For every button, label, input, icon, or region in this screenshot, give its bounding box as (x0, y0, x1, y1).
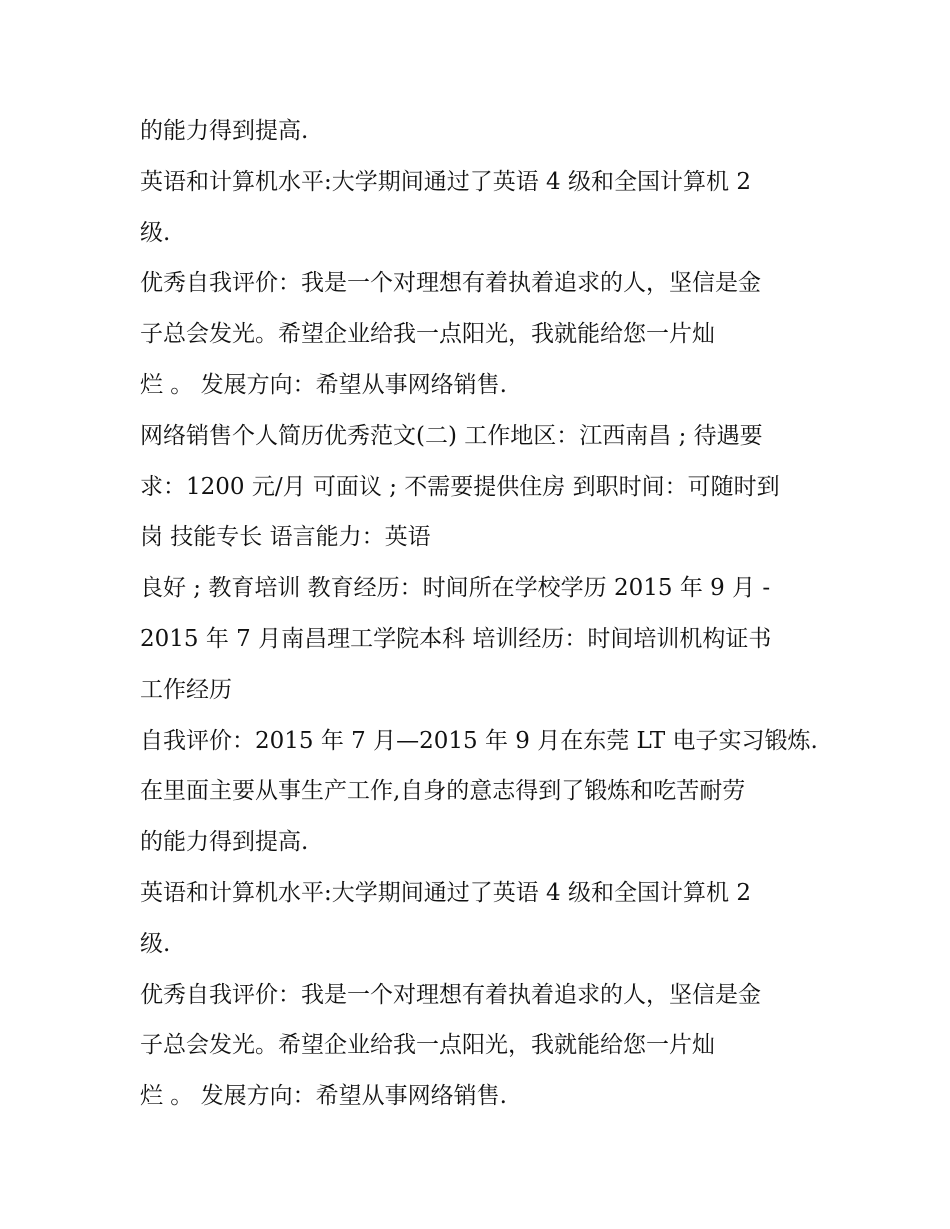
text-line: 良好 ; 教育培训 教育经历：时间所在学校学历 2015 年 9 月 - (140, 575, 771, 602)
text-line: 英语和计算机水平:大学期间通过了英语 4 级和全国计算机 2 (140, 168, 751, 195)
text-line: 工作经历 (140, 676, 232, 703)
resume-text-block (140, 106, 840, 1122)
text-line: 求：1200 元/月 可面议 ; 不需要提供住房 到职时间：可随时到 (140, 473, 780, 500)
text-line: 的能力得到提高. (140, 118, 309, 144)
text-line: 岗 技能专长 语言能力：英语 (140, 524, 431, 551)
text-line: 子总会发光。希望企业给我一点阳光，我就能给您一片灿 (140, 1032, 715, 1059)
text-line: 在里面主要从事生产工作,自身的意志得到了锻炼和吃苦耐劳 (140, 778, 746, 805)
text-line: 自我评价：2015 年 7 月—2015 年 9 月在东莞 LT 电子实习锻炼. (140, 727, 818, 754)
text-line: 英语和计算机水平:大学期间通过了英语 4 级和全国计算机 2 (140, 879, 751, 906)
text-line: 级. (140, 219, 171, 246)
text-line: 的能力得到提高. (140, 829, 309, 856)
text-line: 优秀自我评价：我是一个对理想有着执着追求的人，坚信是金 (140, 270, 761, 297)
text-line: 烂 。 发展方向：希望从事网络销售. (140, 371, 507, 398)
text-line: 网络销售个人简历优秀范文(二) 工作地区：江西南昌 ; 待遇要 (140, 422, 763, 449)
text-line: 2015 年 7 月南昌理工学院本科 培训经历：时间培训机构证书 (140, 625, 772, 652)
text-line: 烂 。 发展方向：希望从事网络销售. (140, 1083, 507, 1110)
text-line: 优秀自我评价：我是一个对理想有着执着追求的人，坚信是金 (140, 981, 761, 1008)
text-line: 子总会发光。希望企业给我一点阳光，我就能给您一片灿 (140, 321, 715, 348)
text-line: 级. (140, 930, 171, 957)
